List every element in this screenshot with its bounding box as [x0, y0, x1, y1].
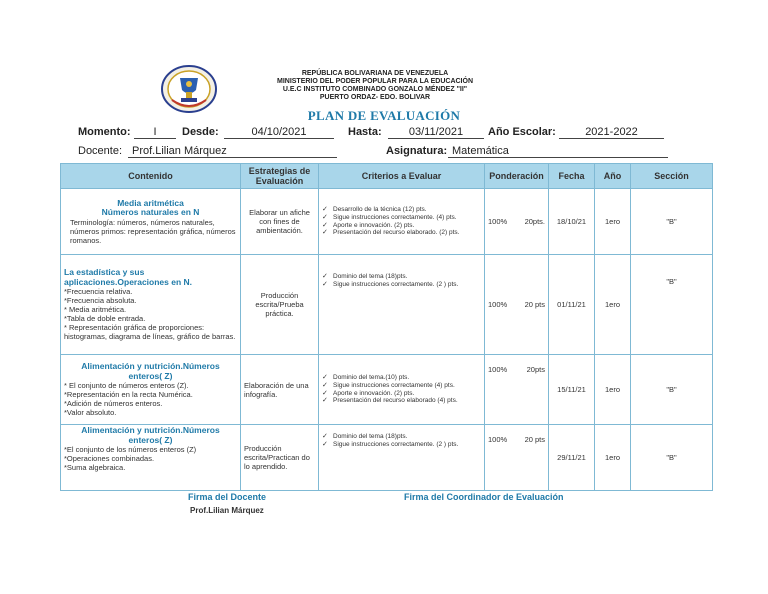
fecha-cell: 18/10/21 — [549, 189, 595, 255]
estrategia-cell: Elaboración de una infografía. — [241, 355, 319, 425]
firma-docente-label: Firma del Docente — [188, 492, 267, 502]
ponderacion-cell — [485, 355, 549, 425]
criterios-cell — [319, 189, 485, 255]
anio-escolar-value: 2021-2022 — [559, 126, 664, 139]
ponderacion-cell — [485, 425, 549, 491]
fecha-cell: 29/11/21 — [549, 425, 595, 491]
header-line: U.E.C INSTITUTO COMBINADO GONZALO MÉNDEZ "II" — [282, 86, 468, 93]
info-row-docente — [78, 143, 678, 159]
table-row — [61, 255, 713, 355]
asignatura-value: Matemática — [448, 145, 668, 158]
estrategia-cell: Producción escrita/Prueba práctica. — [241, 255, 319, 355]
estrategia-cell: Elaborar un afiche con fines de ambientación. — [241, 189, 319, 255]
criterio-item: ✓ Desarrollo de la técnica (12) pts. — [322, 206, 481, 214]
page-title: PLAN DE EVALUACIÓN — [307, 108, 461, 123]
ponderacion-points: 20 pts — [524, 435, 545, 444]
content-body: *El conjunto de los números enteros (Z) *Operaciones combinadas. *Suma algebraica. — [64, 445, 197, 472]
docente-label: Docente: — [78, 145, 123, 157]
seccion-cell: "B" — [631, 255, 713, 355]
content-cell — [61, 189, 241, 255]
anio-escolar-label: Año Escolar: — [488, 126, 556, 138]
header-seccion: Sección — [631, 164, 713, 189]
seccion-cell: "B" — [631, 355, 713, 425]
criterio-item: ✓ Dominio del tema.(10) pts. — [322, 374, 481, 382]
criterio-item: ✓ Aporte e innovación. (2) pts. — [322, 390, 481, 398]
firma-coordinador-label: Firma del Coordinador de Evaluación — [404, 492, 564, 502]
criterios-cell — [319, 255, 485, 355]
ponderacion-percent: 100% — [488, 217, 508, 226]
ponderacion-percent: 100% — [488, 435, 508, 444]
table-row — [61, 189, 713, 255]
anio-cell: 1ero — [595, 189, 631, 255]
content-body: *Frecuencia relativa. *Frecuencia absoluta. * Media aritmética. *Tabla de doble entrada. * Representación gráfica de proporciones: histogramas, diagrama de líneas, gráfico de barras. — [64, 287, 236, 341]
criterio-item: ✓ Aporte e innovación. (2) pts. — [322, 222, 481, 230]
docente-signature-name: Prof.Lilian Márquez — [190, 506, 264, 515]
fecha-cell: 15/11/21 — [549, 355, 595, 425]
anio-cell: 1ero — [595, 255, 631, 355]
header-contenido: Contenido — [61, 164, 241, 189]
table-header-row — [61, 164, 713, 189]
content-title: Media aritmética Números naturales en N — [101, 197, 200, 217]
evaluation-table — [60, 163, 713, 491]
ponderacion-cell — [485, 255, 549, 355]
criterio-item: ✓ Sigue instrucciones correctamente. (2 ) pts. — [322, 441, 481, 449]
criterios-cell — [319, 355, 485, 425]
content-body: * El conjunto de números enteros (Z). *Representación en la recta Numérica. *Adición de números enteros. *Valor absoluto. — [64, 381, 193, 417]
header-estrategias: Estrategias de Evaluación — [241, 164, 319, 189]
hasta-label: Hasta: — [348, 126, 382, 138]
institution-header — [230, 70, 520, 102]
header-line: MINISTERIO DEL PODER POPULAR PARA LA EDUCACIÓN — [276, 78, 473, 85]
seccion-cell: "B" — [631, 189, 713, 255]
table-row — [61, 425, 713, 491]
criterio-item: ✓ Presentación del recurso elaborado (4) pts. — [322, 397, 481, 405]
desde-value: 04/10/2021 — [224, 126, 334, 139]
criterio-item: ✓ Presentación del recurso elaborado. (2) pts. — [322, 229, 481, 237]
hasta-value: 03/11/2021 — [388, 126, 484, 139]
header-criterios: Criterios a Evaluar — [319, 164, 485, 189]
momento-label: Momento: — [78, 126, 131, 138]
content-body: Terminología: números, números naturales, números primos: representación gráfica, números romanos. — [70, 217, 236, 245]
ponderacion-points: 20pts — [526, 365, 545, 374]
ponderacion-points: 20pts. — [524, 217, 545, 226]
header-ponderacion: Ponderación — [485, 164, 549, 189]
asignatura-label: Asignatura: — [386, 145, 448, 157]
criterio-item: ✓ Dominio del tema (18)pts. — [322, 273, 481, 281]
momento-value: I — [134, 126, 176, 139]
criterios-cell — [319, 425, 485, 491]
header-line: PUERTO ORDAZ- EDO. BOLIVAR — [319, 94, 431, 101]
header-fecha: Fecha — [549, 164, 595, 189]
estrategia-cell: Producción escrita/Practican do lo aprendido. — [241, 425, 319, 491]
info-row-dates — [78, 124, 678, 140]
docente-value: Prof.Lilian Márquez — [128, 145, 337, 158]
ponderacion-percent: 100% — [488, 300, 508, 309]
criterio-item: ✓ Sigue instrucciones correctamente. (4) pts. — [322, 214, 481, 222]
anio-cell: 1ero — [595, 355, 631, 425]
table-row — [61, 355, 713, 425]
content-title: La estadística y sus aplicaciones.Operaciones en N. — [64, 267, 193, 287]
content-title: Alimentación y nutrición.Números enteros( Z) — [81, 425, 220, 445]
header-anio: Año — [595, 164, 631, 189]
content-cell — [61, 425, 241, 491]
ponderacion-points: 20 pts — [524, 300, 545, 309]
content-title: Alimentación y nutrición.Números enteros( Z) — [81, 361, 220, 381]
desde-label: Desde: — [182, 126, 219, 138]
content-cell — [61, 255, 241, 355]
content-cell — [61, 355, 241, 425]
seccion-cell: "B" — [631, 425, 713, 491]
anio-cell: 1ero — [595, 425, 631, 491]
criterio-item: ✓ Dominio del tema (18)pts. — [322, 433, 481, 441]
ponderacion-percent: 100% — [488, 365, 508, 374]
header-line: REPÚBLICA BOLIVARIANA DE VENEZUELA — [301, 70, 449, 77]
ponderacion-cell — [485, 189, 549, 255]
criterio-item: ✓ Sigue instrucciones correctamente (4) pts. — [322, 382, 481, 390]
fecha-cell: 01/11/21 — [549, 255, 595, 355]
school-logo-icon — [160, 64, 218, 114]
criterio-item: ✓ Sigue instrucciones correctamente. (2 ) pts. — [322, 281, 481, 289]
